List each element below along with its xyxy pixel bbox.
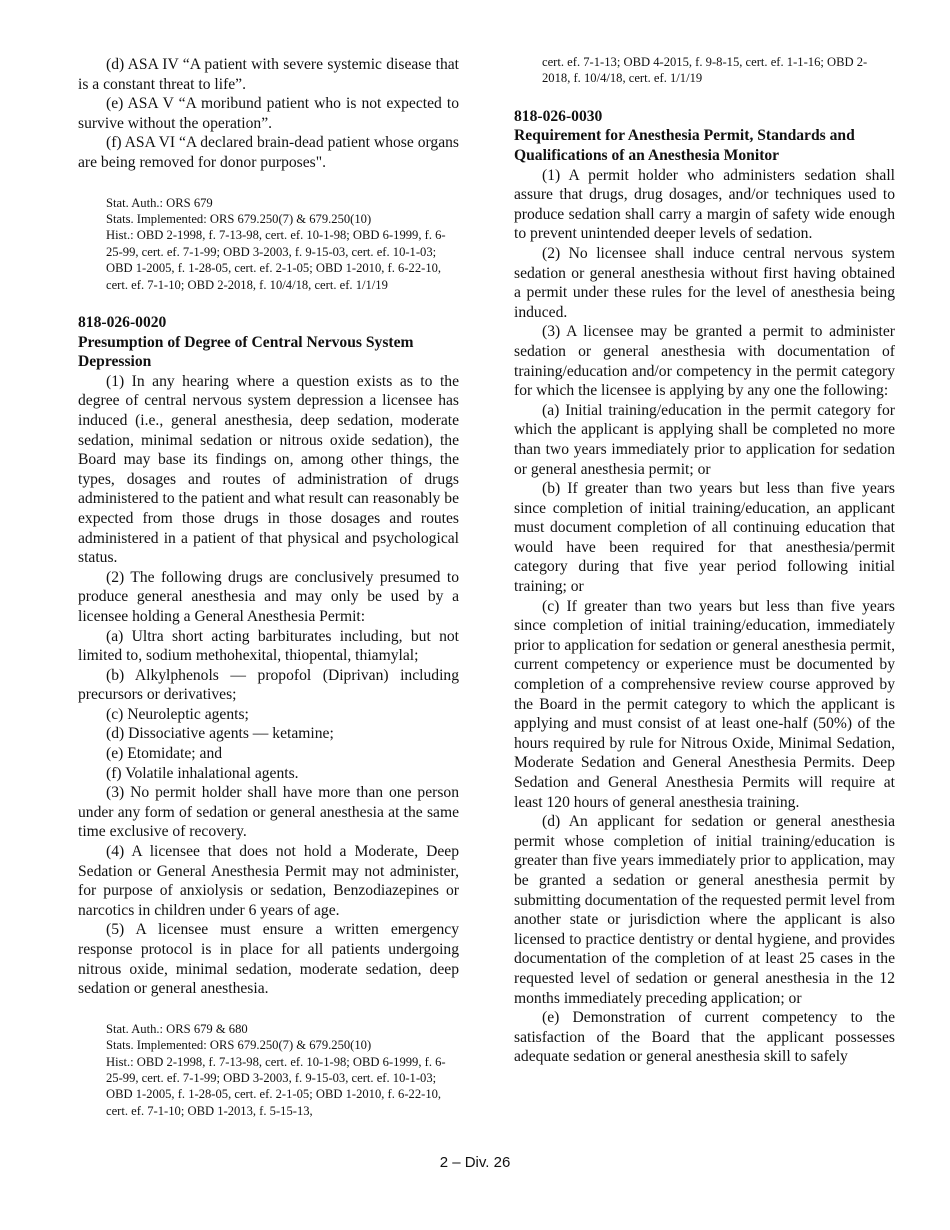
paragraph: (e) Demonstration of current competency to the satisfaction of the Board that the applicant possesses adequate sedation or general anesthesia skill to safely xyxy=(514,1009,895,1066)
stat-auth: Stat. Auth.: ORS 679 & 680 xyxy=(106,1021,248,1036)
history: Hist.: OBD 2-1998, f. 7-13-98, cert. ef. 10-1-98; OBD 6-1999, f. 6-25-99, cert. ef. 7-1-99; OBD 3-2003, f. 9-15-03, cert. ef. 10-1-03; OBD 1-2005, f. 1-28-05, cert. ef. 2-1-05; OBD 1-2010, f. 6-22-10, cert. ef. 7-1-10; OBD 1-2013, f. 5-15-13, xyxy=(106,1054,446,1118)
paragraph: (c) Neuroleptic agents; xyxy=(106,705,249,723)
paragraph: (f) Volatile inhalational agents. xyxy=(106,764,299,782)
history-continued: cert. ef. 7-1-13; OBD 4-2015, f. 9-8-15, cert. ef. 1-1-16; OBD 2-2018, f. 10/4/18, cert. ef. 1/1/19 xyxy=(542,55,868,86)
paragraph: (a) Initial training/education in the permit category for which the applicant is applying shall be completed no more than two years immediately prior to application for sedation or general anesthesia permit; or xyxy=(514,401,895,478)
rule-title-0030: Requirement for Anesthesia Permit, Standards and Qualifications of an Anesthesia Monitor xyxy=(514,127,855,164)
paragraph: (3) No permit holder shall have more than one person under any form of sedation or general anesthesia at the same time exclusive of recovery. xyxy=(78,784,459,841)
left-column xyxy=(78,55,459,1119)
paragraph: (2) The following drugs are conclusively presumed to produce general anesthesia and may only be used by a licensee holding a General Anesthesia Permit: xyxy=(78,568,459,625)
paragraph: (3) A licensee may be granted a permit to administer sedation or general anesthesia with documentation of training/education and/or competency in the permit category for which the licensee is applying by any one the following: xyxy=(514,323,895,400)
history-note-0010 xyxy=(106,195,459,293)
rule-number-0020: 818-026-0020 xyxy=(78,314,167,331)
paragraph: (1) In any hearing where a question exists as to the degree of central nervous system depression a licensee has induced (i.e., general anesthesia, deep sedation, moderate sedation, minimal sedation or nitrous oxide sedation), the Board may base its findings on, among other things, the types, dosages and routes of administration of drugs administered to the patient and what result can reasonably be expected from those drugs in those dosages and routes administered in a patient of that physical and psychological status. xyxy=(78,372,459,567)
rule-title-0020: Presumption of Degree of Central Nervous System Depression xyxy=(78,333,414,371)
paragraph: (4) A licensee that does not hold a Moderate, Deep Sedation or General Anesthesia Permit may not administer, for purpose of anxiolysis or sedation, Benzodiazepines or narcotics in children under 6 years of age. xyxy=(78,843,459,919)
paragraph: (b) Alkylphenols — propofol (Diprivan) including precursors or derivatives; xyxy=(78,666,459,704)
page-footer: 2 – Div. 26 xyxy=(439,1154,511,1171)
asa-vi-paragraph: (f) ASA VI “A declared brain-dead patient whose organs are being removed for donor purposes". xyxy=(78,134,459,171)
history: Hist.: OBD 2-1998, f. 7-13-98, cert. ef. 10-1-98; OBD 6-1999, f. 6-25-99, cert. ef. 7-1-99; OBD 3-2003, f. 9-15-03, cert. ef. 10-1-03; OBD 1-2005, f. 1-28-05, cert. ef. 2-1-05; OBD 1-2010, f. 6-22-10, cert. ef. 7-1-10; OBD 2-2018, f. 10/4/18, cert. ef. 1/1/19 xyxy=(106,228,446,292)
paragraph: (d) Dissociative agents — ketamine; xyxy=(106,725,334,743)
paragraph: (a) Ultra short acting barbiturates including, but not limited to, sodium methohexital, thiopental, thiamylal; xyxy=(78,627,459,665)
asa-iv-paragraph: (d) ASA IV “A patient with severe systemic disease that is a constant threat to life”. xyxy=(78,56,459,93)
paragraph: (e) Etomidate; and xyxy=(106,745,223,763)
stats-implemented: Stats. Implemented: ORS 679.250(7) & 679.250(10) xyxy=(106,1038,372,1053)
rule-number-0030: 818-026-0030 xyxy=(514,107,603,125)
stats-implemented: Stats. Implemented: ORS 679.250(7) & 679.250(10) xyxy=(106,211,372,226)
paragraph: (1) A permit holder who administers sedation shall assure that drugs, drug dosages, and/or techniques used to produce sedation shall carry a margin of safety wide enough to prevent unintended deeper levels of sedation. xyxy=(514,166,895,243)
paragraph: (2) No licensee shall induce central nervous system sedation or general anesthesia without first having obtained a permit under these rules for the level of anesthesia being induced. xyxy=(514,244,895,321)
stat-auth: Stat. Auth.: ORS 679 xyxy=(106,195,213,210)
paragraph: (b) If greater than two years but less than five years since completion of initial training/education, an applicant must document completion of all continuing education that would have been required for that anesthesia/permit category during that five year period following initial training; or xyxy=(514,480,895,596)
asa-v-paragraph: (e) ASA V “A moribund patient who is not expected to survive without the operation”. xyxy=(78,95,459,132)
history-note-continued xyxy=(542,54,895,87)
history-note-0020 xyxy=(106,1021,459,1119)
paragraph: (c) If greater than two years but less than five years since completion of initial training/education, immediately prior to application for sedation or general anesthesia permit, current competency or experience must be documented by completion of a comprehensive review course approved by the Board in the permit category to which the applicant is applying and must consist of at least one-half (50%) of the hours required by rule for Nitrous Oxide, Minimal Sedation, Moderate Sedation and General Anesthesia Permits. Deep Sedation and General Anesthesia Permits will require at least 120 hours of general anesthesia training. xyxy=(514,597,895,811)
paragraph: (d) An applicant for sedation or general anesthesia permit whose completion of initial training/education is greater than five years immediately prior to application, may be granted a sedation or general anesthesia permit by submitting documentation of the requested permit level from another state or jurisdiction where the applicant is also licensed to practice dentistry or dental hygiene, and provides documentation of the completion of at least 25 cases in the requested level of sedation or general anesthesia in the 12 months immediately preceding application; or xyxy=(514,813,895,1007)
right-column xyxy=(514,54,895,1067)
paragraph: (5) A licensee must ensure a written emergency response protocol is in place for all patients undergoing nitrous oxide, minimal sedation, moderate sedation, deep sedation or general anesthesia. xyxy=(78,921,459,998)
